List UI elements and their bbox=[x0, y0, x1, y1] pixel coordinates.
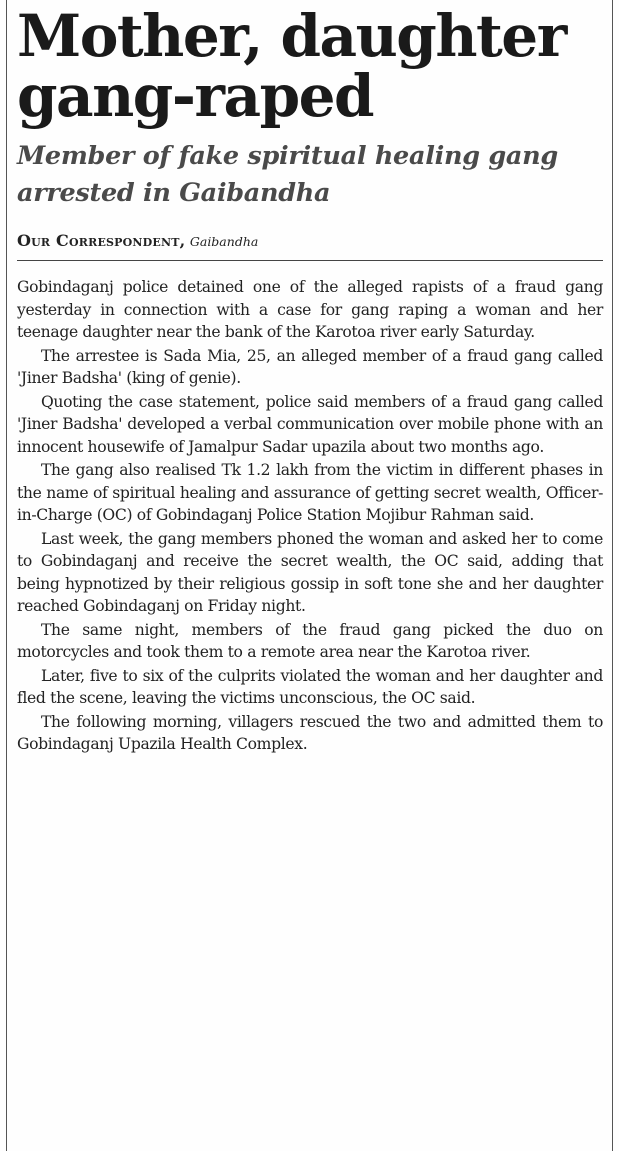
subheadline: Member of fake spiritual healing gang arrested in Gaibandha bbox=[17, 141, 558, 208]
left-column-rule bbox=[6, 0, 7, 1151]
paragraph: The arrestee is Sada Mia, 25, an alleged member of a fraud gang called 'Jiner Badsha' (king of genie). bbox=[17, 346, 603, 387]
paragraph: Gobindaganj police detained one of the alleged rapists of a fraud gang yesterday in connection with a case for gang raping a woman and her teenage daughter near the bank of the Karotoa river early Saturday. bbox=[17, 278, 603, 341]
byline bbox=[17, 232, 606, 251]
article bbox=[17, 2, 606, 756]
right-column-rule bbox=[612, 0, 613, 1151]
paragraph: Quoting the case statement, police said members of a fraud gang called 'Jiner Badsha' developed a verbal communication over mobile phone with an innocent housewife of Jamalpur Sadar upazila about two months ago. bbox=[17, 392, 603, 456]
paragraph: Last week, the gang members phoned the woman and asked her to come to Gobindaganj and receive the secret wealth, the OC said, adding that being hypnotized by their religious gossip in soft tone she and her daughter reached Gobindaganj on Friday night. bbox=[17, 529, 603, 615]
paragraph: The gang also realised Tk 1.2 lakh from the victim in different phases in the name of spiritual healing and assurance of getting secret wealth, Officer-in-Charge (OC) of Gobindaganj Police Station Mojibur Rahman said. bbox=[17, 461, 603, 524]
byline-divider bbox=[17, 260, 603, 261]
paragraph: The same night, members of the fraud gang picked the duo on motorcycles and took them to a remote area near the Karotoa river. bbox=[17, 620, 603, 661]
article-body bbox=[17, 276, 603, 756]
paragraph: Later, five to six of the culprits violated the woman and her daughter and fled the scene, leaving the victims unconscious, the OC said. bbox=[17, 666, 603, 707]
byline-location: Gaibandha bbox=[189, 234, 259, 249]
paragraph: The following morning, villagers rescued the two and admitted them to Gobindaganj Upazila Health Complex. bbox=[17, 712, 603, 753]
headline: Mother, daughter gang-raped bbox=[17, 2, 566, 130]
byline-author: Our Correspondent, bbox=[17, 231, 186, 250]
